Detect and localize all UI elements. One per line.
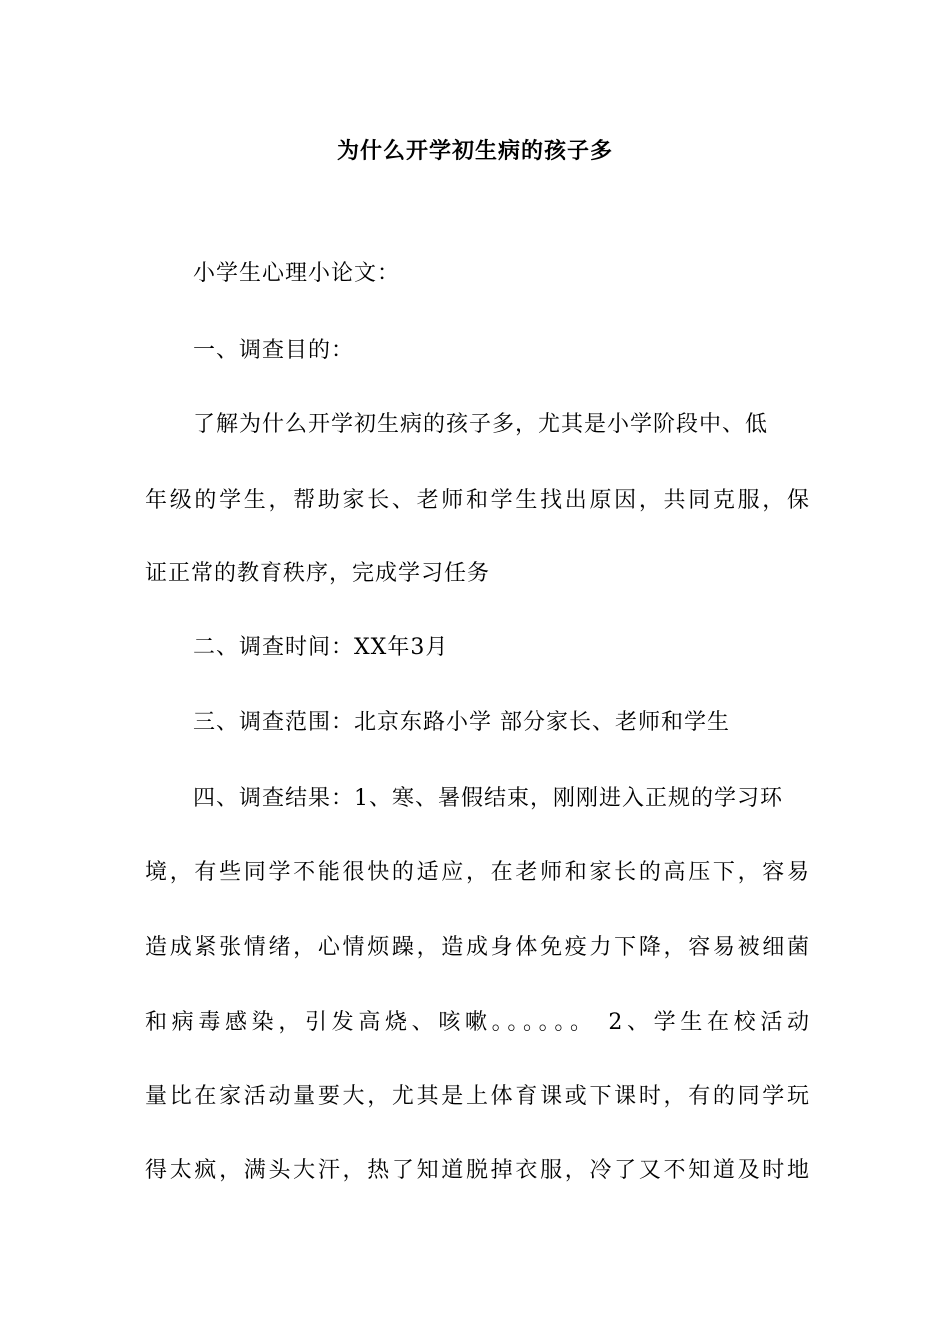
paragraph-line: 三、调查范围：北京东路小学 部分家长、老师和学生 xyxy=(193,710,730,735)
paragraph-line: 四、调查结果：1、寒、暑假结束，刚刚进入正规的学习环 xyxy=(193,786,783,811)
paragraph-line: 境，有些同学不能很快的适应，在老师和家长的高压下，容易 xyxy=(145,860,810,885)
paragraph-line: 和病毒感染，引发高烧、咳嗽。。。。。。 2、学生在校活动 xyxy=(145,1010,810,1035)
paragraph-line: 二、调查时间：XX年3月 xyxy=(193,635,449,660)
paragraph-line: 量比在家活动量要大，尤其是上体育课或下课时，有的同学玩 xyxy=(145,1084,810,1109)
paragraph-line: 造成紧张情绪，心情烦躁，造成身体免疫力下降，容易被细菌 xyxy=(145,935,810,960)
paragraph-line: 证正常的教育秩序，完成学习任务 xyxy=(145,561,491,586)
paragraph-line: 年级的学生，帮助家长、老师和学生找出原因，共同克服，保 xyxy=(145,488,810,513)
paragraph-line: 小学生心理小论文： xyxy=(193,261,401,286)
paragraph-line: 了解为什么开学初生病的孩子多，尤其是小学阶段中、低 xyxy=(193,412,769,437)
paragraph-line: 一、调查目的： xyxy=(193,338,355,363)
document-title: 为什么开学初生病的孩子多 xyxy=(336,139,613,164)
paragraph-line: 得太疯，满头大汗，热了知道脱掉衣服，冷了又不知道及时地 xyxy=(145,1158,810,1183)
